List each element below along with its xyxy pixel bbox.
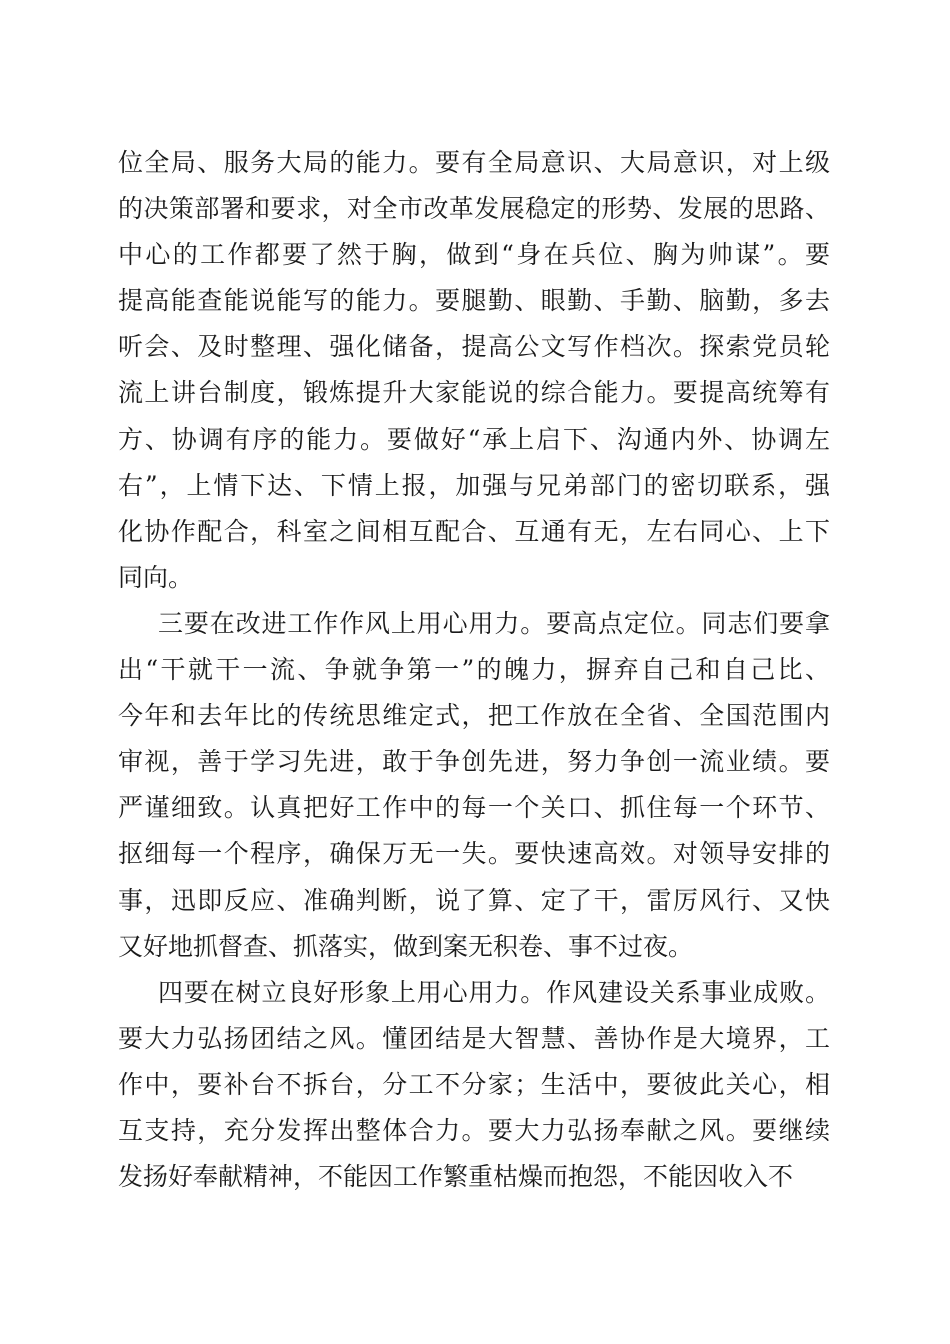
text-line: 的决策部署和要求，对全市改革发展稳定的形势、发展的思路、: [118, 194, 830, 224]
text-line: 听会、及时整理、强化储备，提高公文写作档次。探索党员轮: [118, 332, 830, 362]
text-line: 中心的工作都要了然于胸，做到“身在兵位、胸为帅谋”。要: [118, 240, 830, 270]
text-line: 又好地抓督查、抓落实，做到案无积卷、事不过夜。: [118, 931, 694, 961]
text-line: 要大力弘扬团结之风。懂团结是大智慧、善协作是大境界，工: [118, 1023, 830, 1053]
text-line: 今年和去年比的传统思维定式，把工作放在全省、全国范围内: [118, 701, 830, 731]
text-line: 位全局、服务大局的能力。要有全局意识、大局意识，对上级: [118, 148, 830, 177]
body-text: [118, 140, 830, 1200]
text-line: 出“干就干一流、争就争第一”的魄力，摒弃自己和自己比、: [118, 655, 830, 685]
text-line: 右”，上情下达、下情上报，加强与兄弟部门的密切联系，强: [118, 470, 830, 500]
text-line: 提高能查能说能写的能力。要腿勤、眼勤、手勤、脑勤，多去: [118, 286, 830, 316]
text-line: 方、协调有序的能力。要做好“承上启下、沟通内外、协调左: [118, 424, 830, 454]
text-line: 同向。: [118, 562, 194, 592]
text-line: 化协作配合，科室之间相互配合、互通有无，左右同心、上下: [118, 516, 830, 546]
text-line: 抠细每一个程序，确保万无一失。要快速高效。对领导安排的: [118, 839, 830, 869]
text-line: 严谨细致。认真把好工作中的每一个关口、抓住每一个环节、: [118, 793, 830, 823]
paragraph-start-line: 三要在改进工作作风上用心用力。要高点定位。同志们要拿: [158, 608, 830, 638]
paragraph-start-line: 四要在树立良好形象上用心用力。作风建设关系事业成败。: [158, 977, 830, 1007]
text-line: 事，迅即反应、准确判断，说了算、定了干，雷厉风行、又快: [118, 885, 830, 915]
text-line: 流上讲台制度，锻炼提升大家能说的综合能力。要提高统筹有: [118, 378, 830, 408]
text-line: 发扬好奉献精神，不能因工作繁重枯燥而抱怨，不能因收入不: [118, 1162, 794, 1192]
text-line: 互支持，充分发挥出整体合力。要大力弘扬奉献之风。要继续: [118, 1115, 830, 1145]
text-line: 作中，要补台不拆台，分工不分家；生活中，要彼此关心，相: [118, 1069, 830, 1099]
text-line: 审视，善于学习先进，敢于争创先进，努力争创一流业绩。要: [118, 747, 830, 777]
